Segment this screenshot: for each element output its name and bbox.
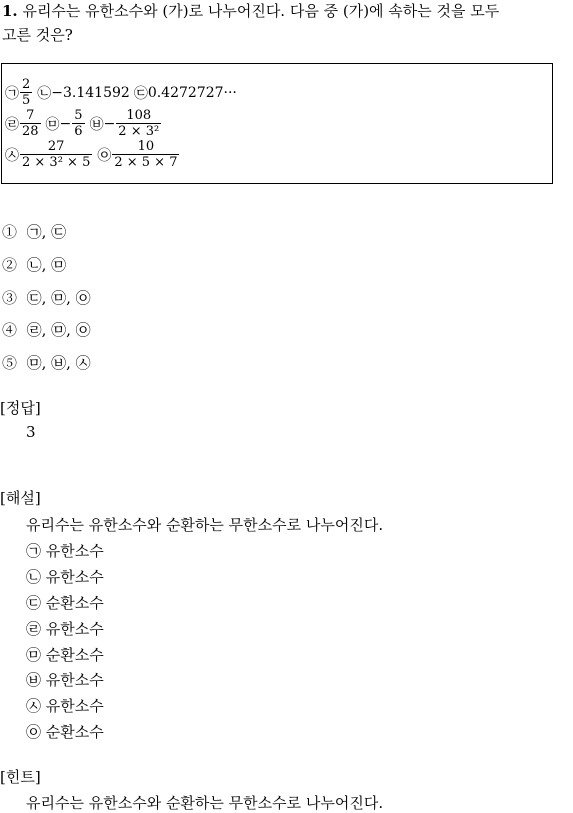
explanation-intro: 유리수는 유한소수와 순환하는 무한소수로 나누어진다. — [26, 516, 384, 534]
symbol-e: ㉤ — [45, 116, 60, 133]
question-line-1 — [2, 0, 499, 22]
choice-text: ㉡, ㉤ — [26, 256, 67, 274]
answer-label: [정답] — [0, 399, 41, 417]
choice-2[interactable] — [2, 254, 66, 275]
fraction-e: $\frac{5}{6}$ — [74, 108, 83, 139]
symbol-h: ㉧ — [97, 147, 112, 164]
symbol-a: ㉠ — [5, 85, 19, 102]
hint-label: [힌트] — [0, 768, 41, 786]
explanation-item: ㉥ 유한소수 — [26, 671, 104, 689]
choice-number: ⑤ — [2, 354, 18, 372]
choice-number: ② — [2, 256, 18, 274]
choice-number: ④ — [2, 321, 18, 339]
value-b: −3.141592 — [51, 84, 130, 101]
choice-1[interactable] — [2, 221, 66, 242]
choice-text: ㉢, ㉤, ㉧ — [26, 289, 91, 307]
choice-text: ㉠, ㉢ — [26, 223, 67, 241]
symbol-f: ㉥ — [89, 116, 104, 133]
explanation-item: ㉧ 순환소수 — [26, 723, 104, 741]
choice-number: ① — [2, 223, 18, 241]
explanation-item: ㉣ 유한소수 — [26, 620, 104, 638]
explanation-item: ㉠ 유한소수 — [26, 542, 104, 560]
sign-e: − — [59, 115, 72, 132]
question-number: 1. — [2, 2, 18, 20]
choice-text: ㉣, ㉤, ㉧ — [26, 321, 91, 339]
fraction-d: $\frac{7}{28}$ — [22, 108, 39, 139]
options-row-2 — [5, 108, 162, 139]
sign-f: − — [103, 115, 116, 132]
question-text-1: 유리수는 유한소수와 (가)로 나누어진다. 다음 중 (가)에 속하는 것을 모두 — [22, 2, 500, 20]
fraction-f: $\frac{108}{\text{2 × 3²}}$ — [118, 108, 160, 139]
choice-number: ③ — [2, 289, 18, 307]
explanation-item: ㉢ 순환소수 — [26, 594, 104, 612]
symbol-b: ㉡ — [37, 85, 52, 102]
choice-4[interactable] — [2, 319, 91, 340]
value-c: 0.4272727··· — [147, 84, 237, 101]
explanation-label: [해설] — [0, 489, 41, 507]
answer-value: 3 — [26, 423, 36, 441]
fraction-a: $\frac{2}{5}$ — [22, 77, 31, 108]
explanation-item: ㉡ 유한소수 — [26, 568, 104, 586]
question-line-2: 고른 것은? — [2, 26, 73, 44]
explanation-item: ㉤ 순환소수 — [26, 646, 104, 664]
choice-3[interactable] — [2, 287, 91, 308]
symbol-d: ㉣ — [5, 116, 19, 133]
options-row-3 — [5, 139, 180, 170]
symbol-g: ㉦ — [5, 147, 19, 164]
fraction-g: $\frac{27}{\text{2 × 3² × 5}}$ — [22, 139, 91, 170]
hint-text: 유리수는 유한소수와 순환하는 무한소수로 나누어진다. — [26, 794, 384, 812]
fraction-h: $\frac{10}{2 \times 5 \times 7}$ — [114, 139, 178, 170]
symbol-c: ㉢ — [133, 85, 148, 102]
choice-text: ㉤, ㉥, ㉦ — [26, 354, 91, 372]
options-row-1 — [5, 77, 237, 108]
explanation-item: ㉦ 유한소수 — [26, 697, 104, 715]
choice-5[interactable] — [2, 352, 91, 373]
